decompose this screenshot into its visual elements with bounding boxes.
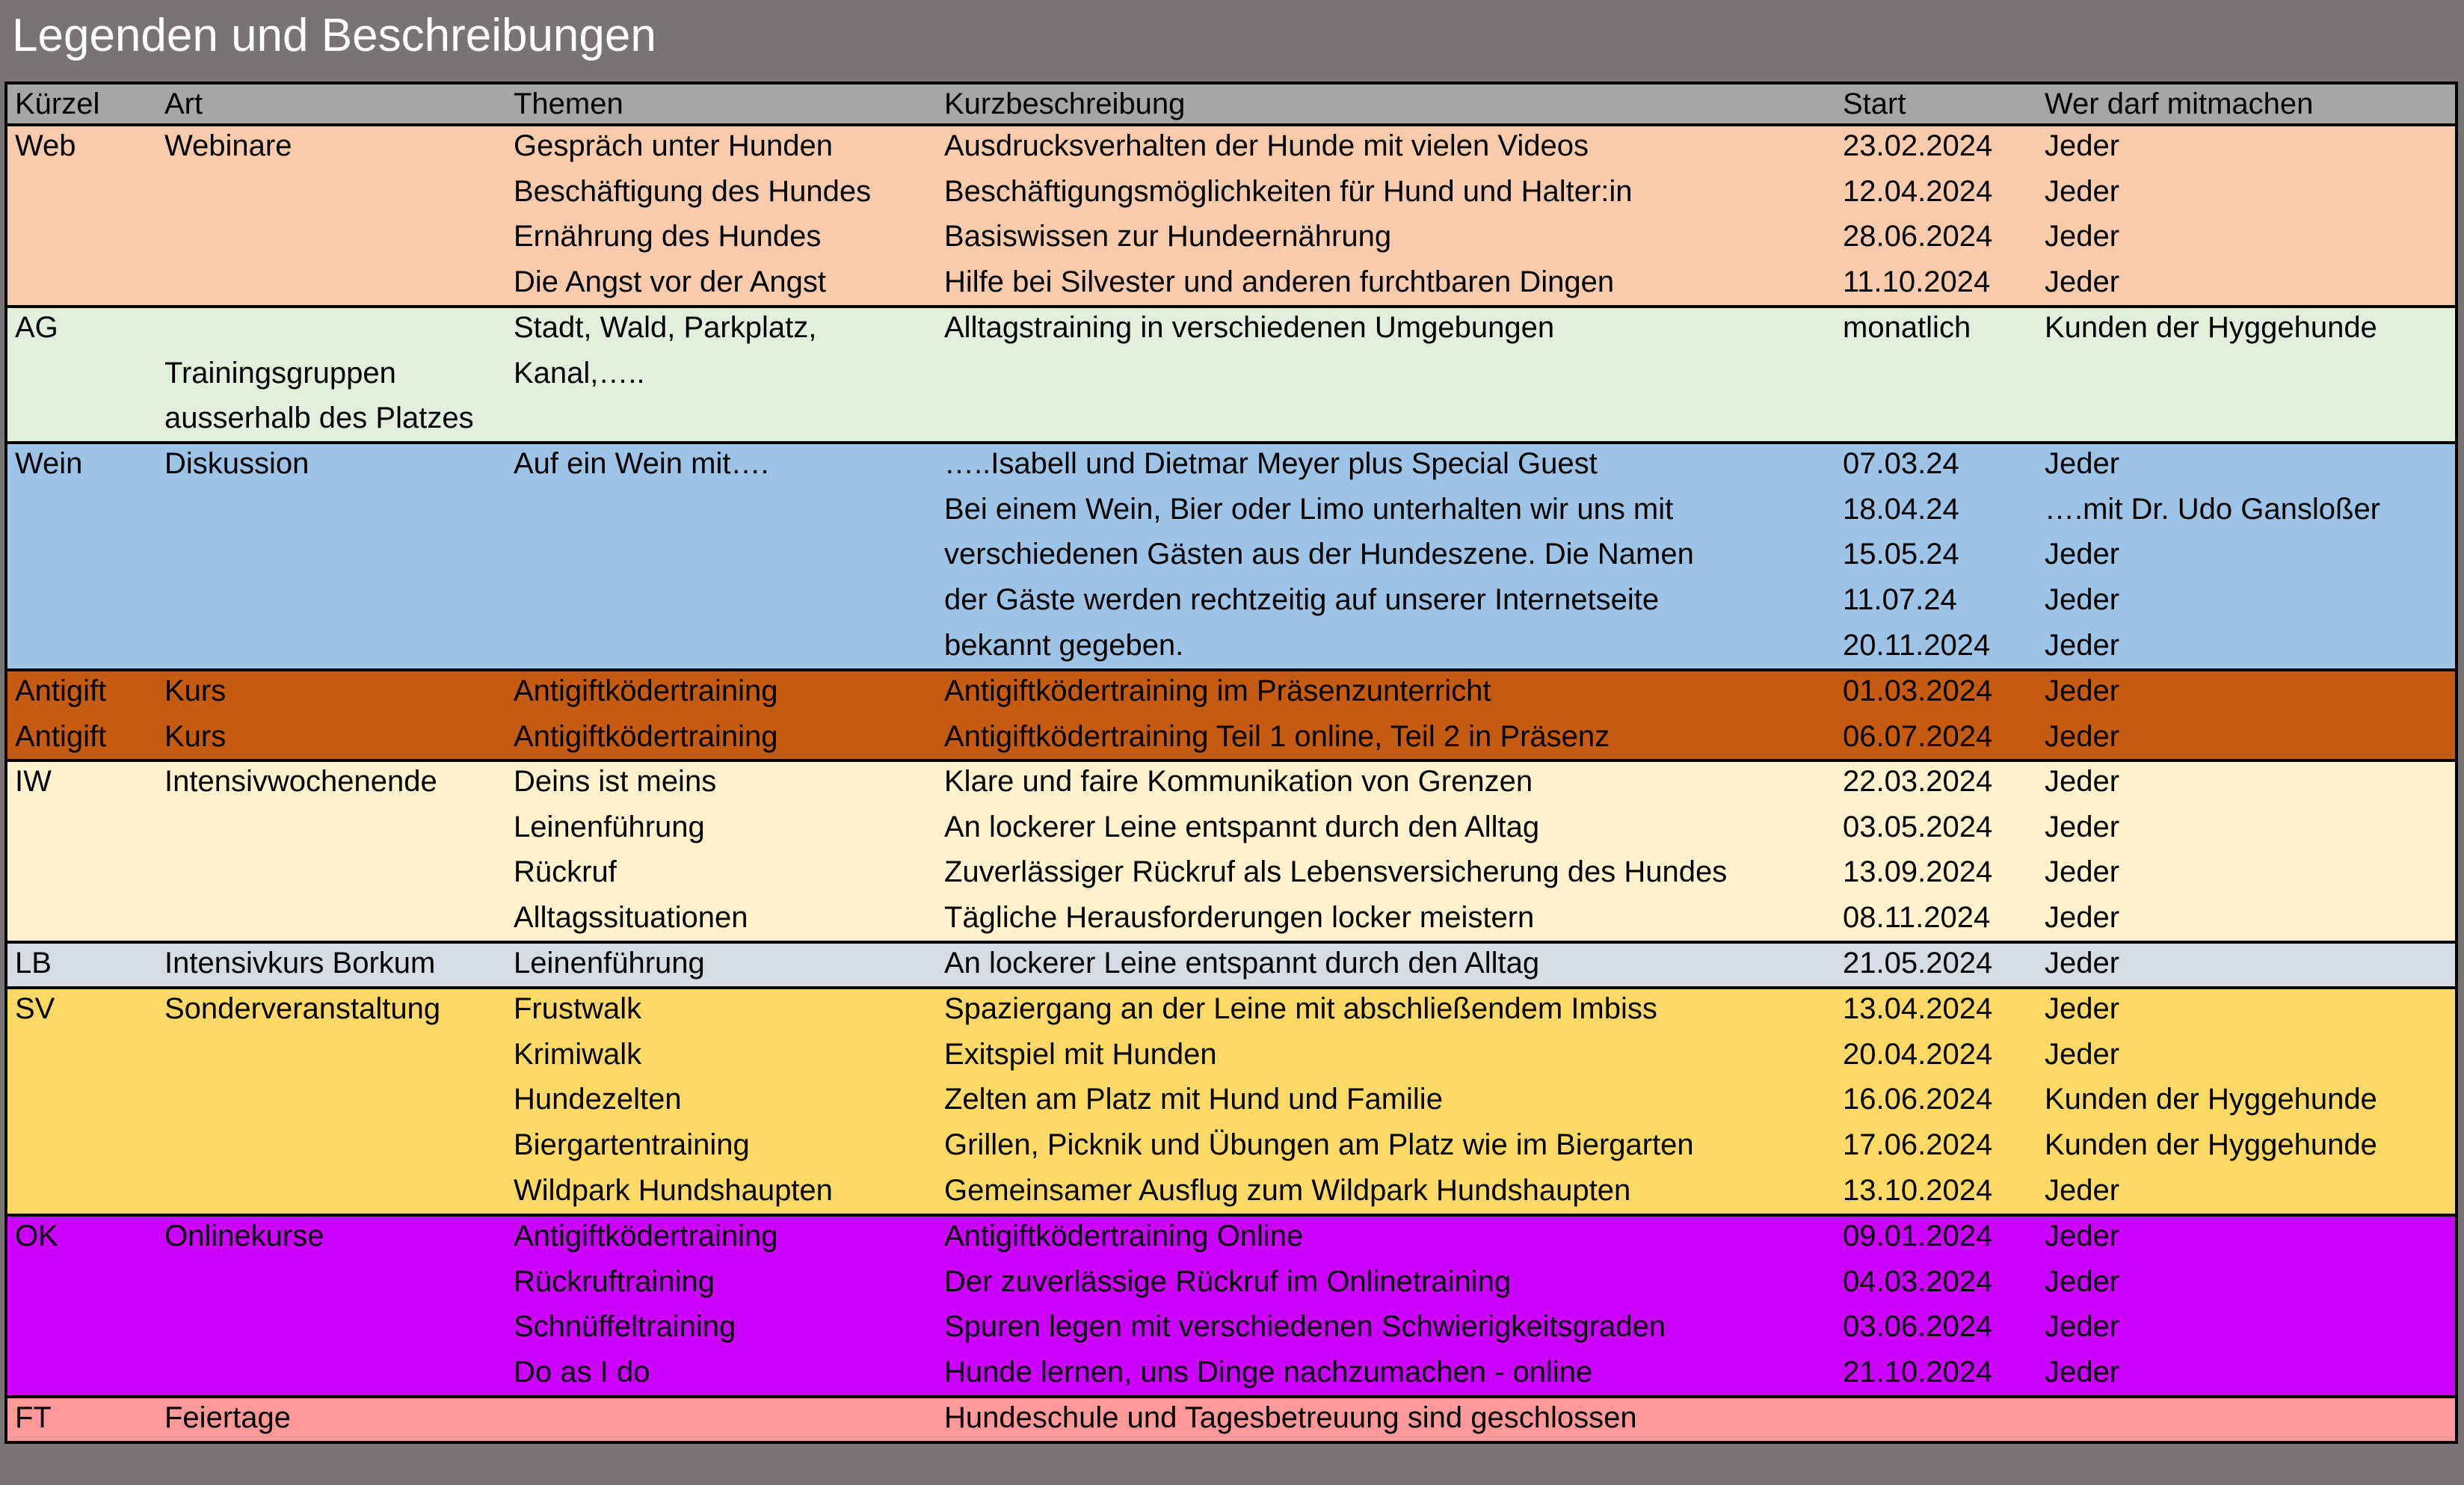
kuerzel-cell: SV	[15, 992, 55, 1025]
wer-cell: Jeder	[2045, 1310, 2120, 1344]
art-cell: Kurs	[164, 719, 227, 753]
start-cell: 21.10.2024	[1843, 1356, 1993, 1389]
wer-cell: Jeder	[2045, 719, 2120, 753]
wer-cell: Jeder	[2045, 901, 2120, 935]
start-cell: 09.01.2024	[1843, 1220, 1993, 1252]
kurzbeschreibung-cell: Spuren legen mit verschiedenen Schwierigkeitsgraden	[944, 1310, 1666, 1344]
kuerzel-cell: FT	[15, 1401, 52, 1434]
start-cell: 13.10.2024	[1843, 1173, 1993, 1207]
kurzbeschreibung-cell: bekannt gegeben.	[944, 628, 1184, 662]
wer-cell: Jeder	[2045, 992, 2120, 1025]
wer-cell: Jeder	[2045, 129, 2120, 162]
kuerzel-cell: AG	[15, 311, 58, 344]
start-cell: 15.05.24	[1843, 538, 1959, 571]
start-cell: 07.03.24	[1843, 447, 1959, 480]
kuerzel-cell: Web	[15, 129, 76, 162]
art-cell: Feiertage	[164, 1401, 291, 1434]
wer-cell: Jeder	[2045, 583, 2120, 617]
art-cell: ausserhalb des Platzes	[164, 402, 474, 435]
themen-cell: Krimiwalk	[514, 1037, 642, 1071]
wer-cell: Jeder	[2045, 538, 2120, 571]
wer-cell: Jeder	[2045, 765, 2120, 798]
kurzbeschreibung-cell: verschiedenen Gästen aus der Hundeszene. Die Namen	[944, 538, 1694, 571]
kurzbeschreibung-cell: Grillen, Picknik und Übungen am Platz wie im Biergarten	[944, 1128, 1694, 1162]
kurzbeschreibung-cell: Spaziergang an der Leine mit abschließendem Imbiss	[944, 992, 1657, 1025]
themen-cell: Antigiftködertraining	[514, 1220, 778, 1252]
start-cell: 12.04.2024	[1843, 174, 1993, 208]
wer-cell: Jeder	[2045, 1356, 2120, 1389]
start-cell: 23.02.2024	[1843, 129, 1993, 162]
wer-cell: Kunden der Hyggehunde	[2045, 1128, 2377, 1162]
kurzbeschreibung-cell: Zuverlässiger Rückruf als Lebensversicherung des Hundes	[944, 855, 1728, 889]
group-wein	[4, 441, 2458, 671]
art-cell: Kurs	[164, 674, 227, 707]
kurzbeschreibung-cell: An lockerer Leine entspannt durch den Alltag	[944, 810, 1540, 843]
kurzbeschreibung-cell: Hilfe bei Silvester und anderen furchtbaren Dingen	[944, 265, 1615, 299]
group-iw	[4, 759, 2458, 944]
themen-cell: Leinenführung	[514, 810, 705, 843]
themen-cell: Hundezelten	[514, 1083, 682, 1116]
kurzbeschreibung-cell: Exitspiel mit Hunden	[944, 1037, 1217, 1071]
wer-cell: ….mit Dr. Udo Gansloßer	[2045, 492, 2381, 526]
start-cell: 20.04.2024	[1843, 1037, 1993, 1071]
group-web	[4, 123, 2458, 308]
start-cell: 08.11.2024	[1843, 901, 1991, 935]
kurzbeschreibung-cell: Hundeschule und Tagesbetreuung sind geschlossen	[944, 1401, 1637, 1434]
kurzbeschreibung-cell: Zelten am Platz mit Hund und Familie	[944, 1083, 1443, 1116]
wer-cell: Jeder	[2045, 447, 2120, 480]
wer-cell: Jeder	[2045, 628, 2120, 662]
wer-cell: Kunden der Hyggehunde	[2045, 1083, 2377, 1116]
kurzbeschreibung-cell: Beschäftigungsmöglichkeiten für Hund und Halter:in	[944, 174, 1633, 208]
start-cell: 13.09.2024	[1843, 855, 1993, 889]
themen-cell: Gespräch unter Hunden	[514, 129, 833, 162]
start-cell: 04.03.2024	[1843, 1264, 1993, 1298]
kurzbeschreibung-cell: Alltagstraining in verschiedenen Umgebungen	[944, 311, 1555, 344]
wer-cell: Jeder	[2045, 810, 2120, 843]
themen-cell: Wildpark Hundshaupten	[514, 1173, 833, 1207]
wer-cell: Jeder	[2045, 1264, 2120, 1298]
themen-cell: Rückruf	[514, 855, 617, 889]
art-cell: Diskussion	[164, 447, 309, 480]
start-cell: 06.07.2024	[1843, 719, 1993, 753]
start-cell: 03.06.2024	[1843, 1310, 1993, 1344]
themen-cell: Auf ein Wein mit….	[514, 447, 769, 480]
wer-cell: Jeder	[2045, 174, 2120, 208]
group-sv	[4, 986, 2458, 1217]
legend-table	[4, 82, 2458, 1441]
kurzbeschreibung-cell: An lockerer Leine entspannt durch den Alltag	[944, 947, 1540, 980]
wer-cell: Jeder	[2045, 1173, 2120, 1207]
wer-cell: Jeder	[2045, 947, 2120, 980]
themen-cell: Stadt, Wald, Parkplatz,	[514, 311, 817, 344]
themen-cell: Antigiftködertraining	[514, 719, 778, 753]
wer-cell: Kunden der Hyggehunde	[2045, 311, 2377, 344]
kurzbeschreibung-cell: der Gäste werden rechtzeitig auf unserer Internetseite	[944, 583, 1660, 617]
start-cell: 11.07.24	[1843, 583, 1957, 617]
kuerzel-cell: OK	[15, 1220, 58, 1252]
kurzbeschreibung-cell: Antigiftködertraining Online	[944, 1220, 1304, 1252]
wer-cell: Jeder	[2045, 220, 2120, 253]
wer-cell: Jeder	[2045, 674, 2120, 707]
group-ag	[4, 305, 2458, 444]
header-wer-darf-mitmachen: Wer darf mitmachen	[2045, 87, 2314, 120]
art-cell: Sonderveranstaltung	[164, 992, 441, 1025]
themen-cell: Rückruftraining	[514, 1264, 715, 1298]
page-title: Legenden und Beschreibungen	[12, 10, 656, 61]
start-cell: 16.06.2024	[1843, 1083, 1993, 1116]
themen-cell: Do as I do	[514, 1356, 650, 1389]
group-lb	[4, 941, 2458, 989]
start-cell: 21.05.2024	[1843, 947, 1993, 980]
start-cell: 28.06.2024	[1843, 220, 1993, 253]
kurzbeschreibung-cell: …..Isabell und Dietmar Meyer plus Special Guest	[944, 447, 1598, 480]
kurzbeschreibung-cell: Bei einem Wein, Bier oder Limo unterhalten wir uns mit	[944, 492, 1674, 526]
kurzbeschreibung-cell: Tägliche Herausforderungen locker meistern	[944, 901, 1535, 935]
themen-cell: Kanal,…..	[514, 356, 645, 390]
kurzbeschreibung-cell: Antigiftködertraining im Präsenzunterricht	[944, 674, 1491, 707]
wer-cell: Jeder	[2045, 1037, 2120, 1071]
art-cell: Onlinekurse	[164, 1220, 324, 1252]
table-header-row	[4, 82, 2458, 126]
kurzbeschreibung-cell: Ausdrucksverhalten der Hunde mit vielen Videos	[944, 129, 1589, 162]
themen-cell: Beschäftigung des Hundes	[514, 174, 872, 208]
start-cell: 22.03.2024	[1843, 765, 1993, 798]
kurzbeschreibung-cell: Antigiftködertraining Teil 1 online, Teil 2 in Präsenz	[944, 719, 1610, 753]
start-cell: 13.04.2024	[1843, 992, 1993, 1025]
header-art: Art	[164, 87, 203, 120]
start-cell: monatlich	[1843, 311, 1971, 344]
group-ft	[4, 1395, 2458, 1444]
art-cell: Intensivkurs Borkum	[164, 947, 436, 980]
wer-cell: Jeder	[2045, 265, 2120, 299]
start-cell: 01.03.2024	[1843, 674, 1993, 707]
group-antigift	[4, 668, 2458, 762]
group-ok	[4, 1214, 2458, 1398]
themen-cell: Schnüffeltraining	[514, 1310, 736, 1344]
header-themen: Themen	[514, 87, 623, 120]
start-cell: 17.06.2024	[1843, 1128, 1993, 1162]
themen-cell: Biergartentraining	[514, 1128, 750, 1162]
header-kurzbeschreibung: Kurzbeschreibung	[944, 87, 1186, 120]
art-cell: Intensivwochenende	[164, 765, 437, 798]
art-cell: Trainingsgruppen	[164, 356, 396, 390]
kurzbeschreibung-cell: Klare und faire Kommunikation von Grenzen	[944, 765, 1533, 798]
themen-cell: Ernährung des Hundes	[514, 220, 822, 253]
start-cell: 20.11.2024	[1843, 628, 1991, 662]
kuerzel-cell: Wein	[15, 447, 83, 480]
kuerzel-cell: Antigift	[15, 719, 107, 753]
kuerzel-cell: Antigift	[15, 674, 107, 707]
header-kuerzel: Kürzel	[15, 87, 100, 120]
themen-cell: Deins ist meins	[514, 765, 717, 798]
kurzbeschreibung-cell: Basiswissen zur Hundeernährung	[944, 220, 1392, 253]
art-cell: Webinare	[164, 129, 292, 162]
kurzbeschreibung-cell: Gemeinsamer Ausflug zum Wildpark Hundshaupten	[944, 1173, 1631, 1207]
header-start: Start	[1843, 87, 1906, 120]
start-cell: 18.04.24	[1843, 492, 1959, 526]
kurzbeschreibung-cell: Hunde lernen, uns Dinge nachzumachen - online	[944, 1356, 1593, 1389]
kuerzel-cell: IW	[15, 765, 52, 798]
themen-cell: Frustwalk	[514, 992, 642, 1025]
themen-cell: Leinenführung	[514, 947, 705, 980]
kurzbeschreibung-cell: Der zuverlässige Rückruf im Onlinetraining	[944, 1264, 1512, 1298]
themen-cell: Alltagssituationen	[514, 901, 748, 935]
themen-cell: Antigiftködertraining	[514, 674, 778, 707]
kuerzel-cell: LB	[15, 947, 52, 980]
start-cell: 03.05.2024	[1843, 810, 1993, 843]
wer-cell: Jeder	[2045, 855, 2120, 889]
wer-cell: Jeder	[2045, 1220, 2120, 1252]
themen-cell: Die Angst vor der Angst	[514, 265, 827, 299]
start-cell: 11.10.2024	[1843, 265, 1991, 299]
